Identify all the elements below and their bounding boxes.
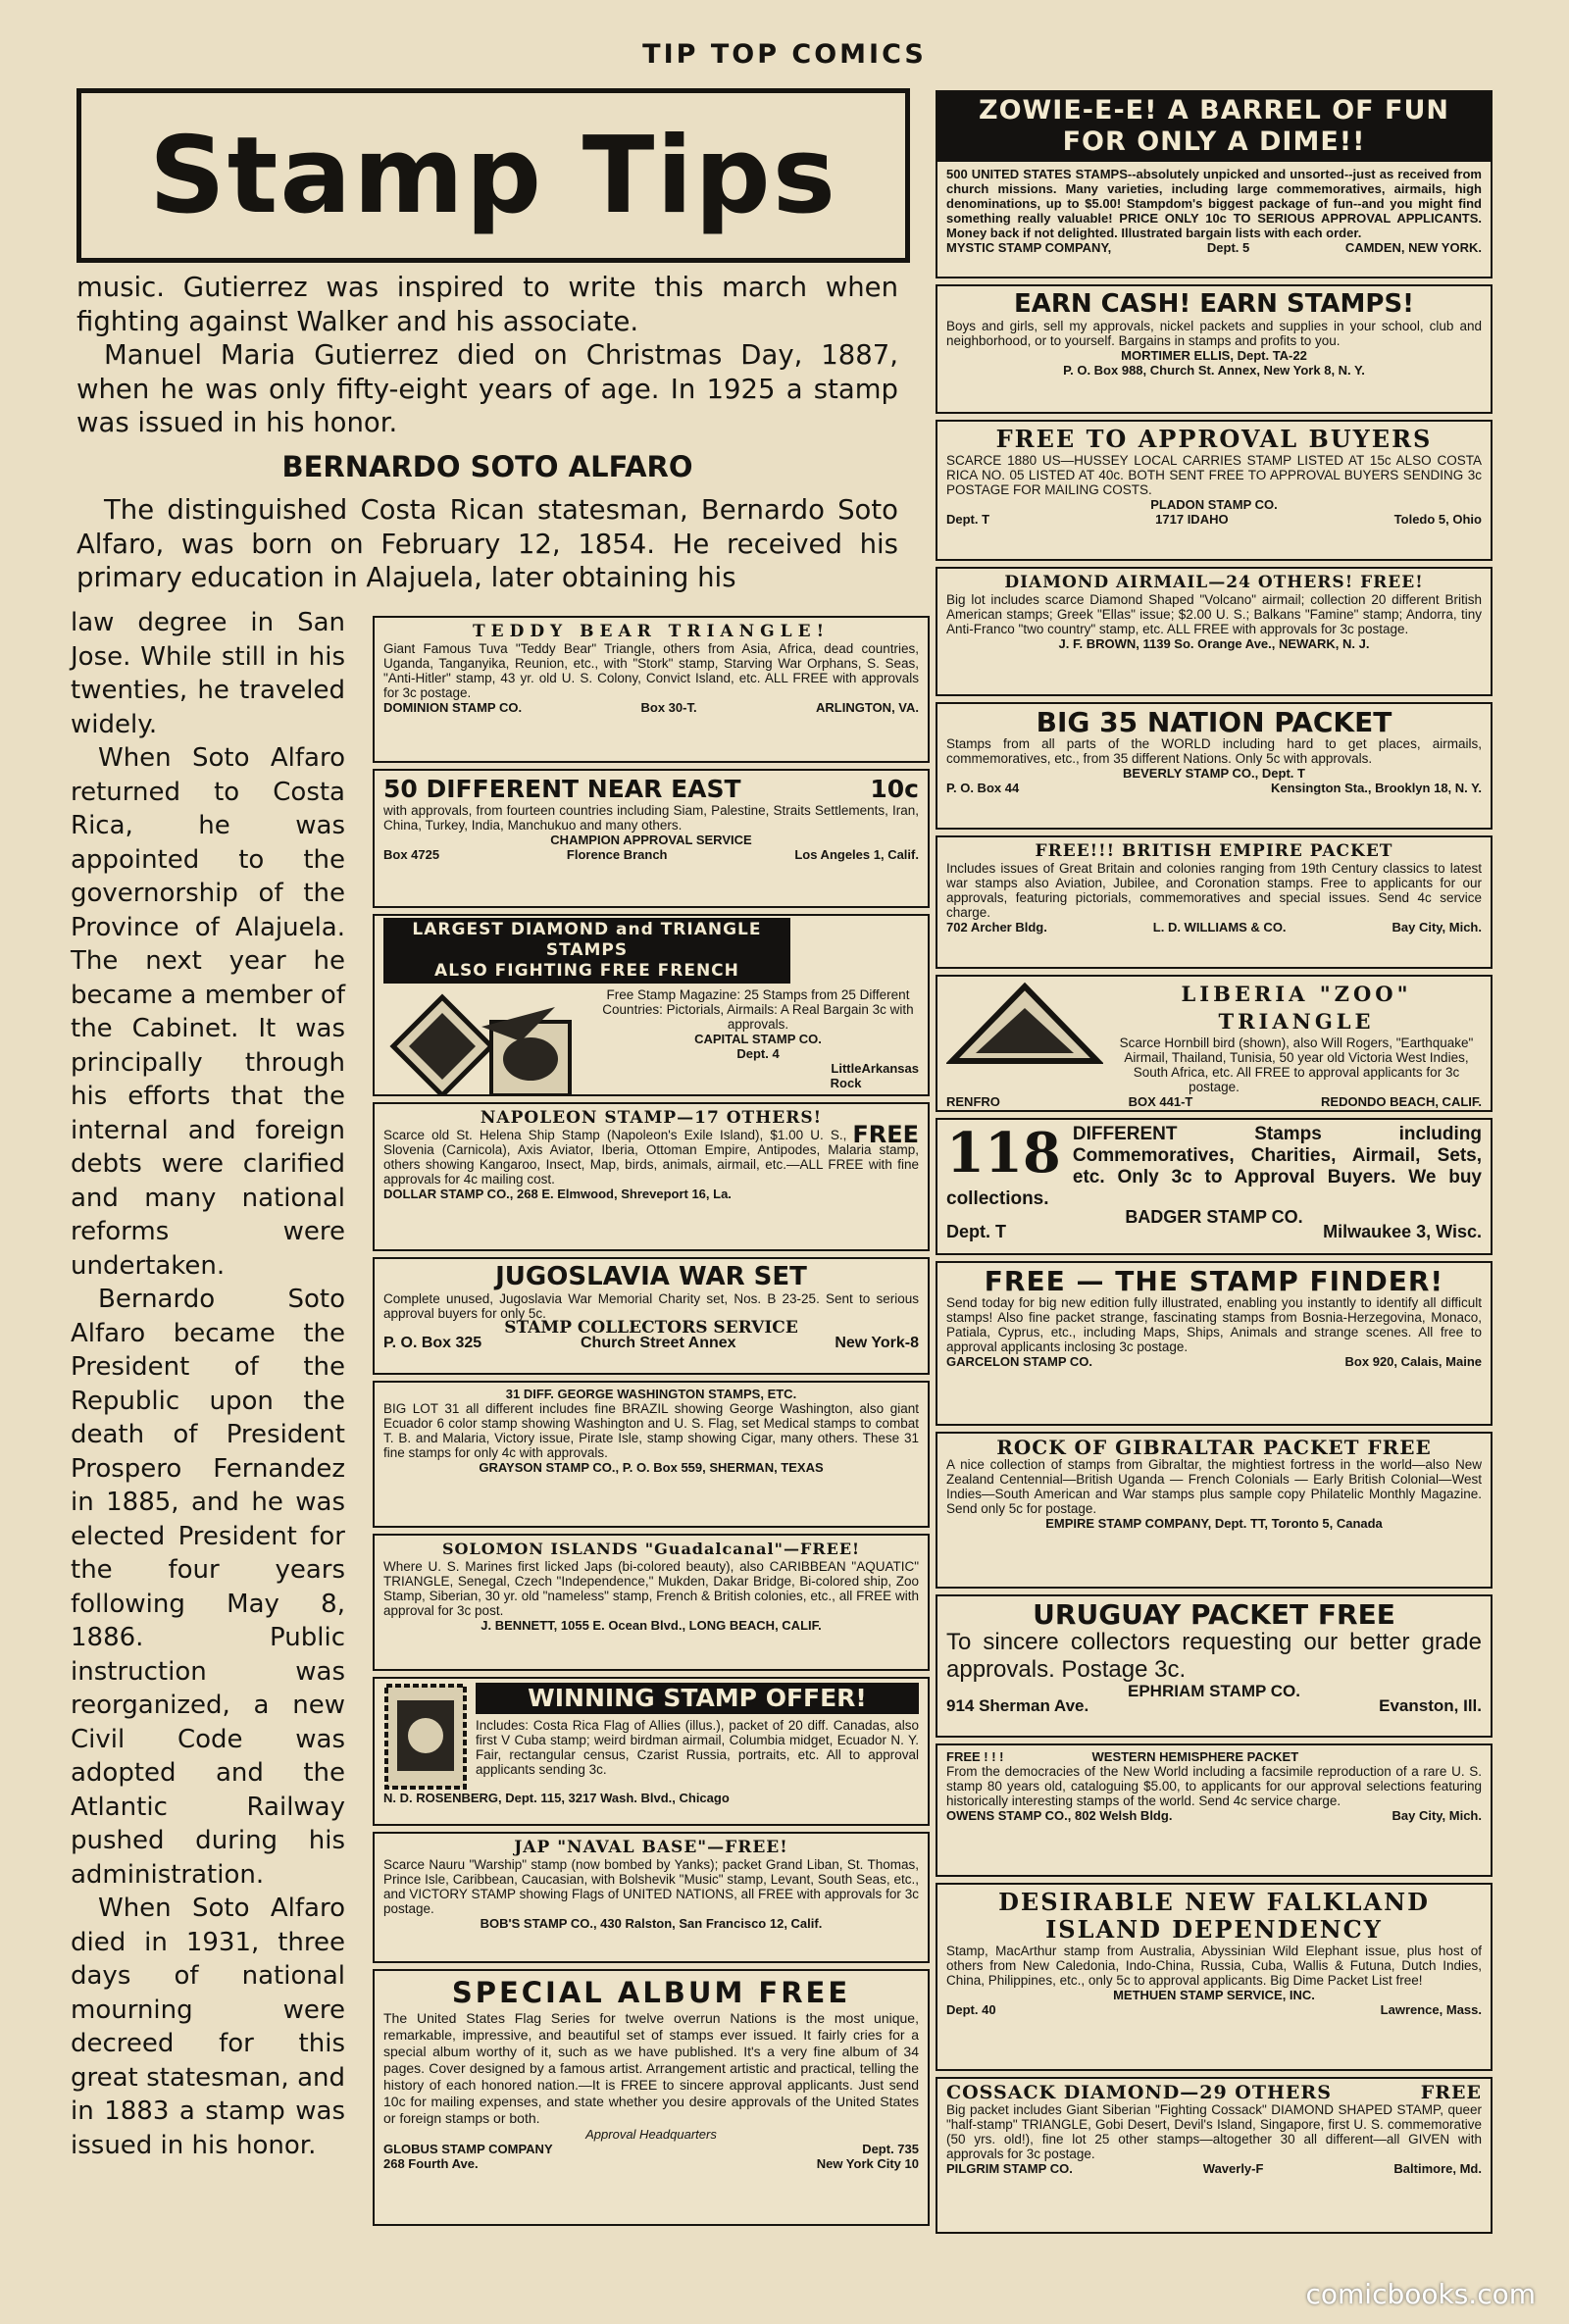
ad-footer: EMPIRE STAMP COMPANY, Dept. TT, Toronto 5, Canada [1045,1516,1383,1531]
ad-title: ISLAND DEPENDENCY [1045,1915,1383,1944]
ad-company: PLADON STAMP CO. [1150,497,1278,512]
ad-footer-text: RENFRO [946,1094,1000,1109]
ad-company: BADGER STAMP CO. [1125,1207,1303,1227]
ad-footer-text: REDONDO BEACH, CALIF. [1321,1094,1482,1109]
ad-title [946,2083,1482,2102]
ad-footer-text: P. O. Box 325 [383,1335,482,1351]
ad-footer-text: New York City 10 [816,2156,919,2171]
ad-free-approval-buyers [936,420,1493,561]
page-title: Stamp Tips [148,114,837,237]
ad-title-text: COSSACK DIAMOND—29 OTHERS [946,2082,1332,2103]
ad-title: SOLOMON ISLANDS "Guadalcanal"—FREE! [441,1540,861,1558]
ad-body: Big lot includes scarce Diamond Shaped "Volcano" airmail; collection 20 different British American stamps; Greek "Ellas" issue; $2.00 U. S.; Balkans "Famine" stamp; Andorra, tiny Anti-Franco "two country" stamp, etc. ALL FREE with approvals for 3c postage. [946,592,1482,636]
ad-footer-text: Box 4725 [383,847,440,862]
ad-body: A nice collection of stamps from Gibraltar, the mightiest fortress in the world—also New Zealand Centennial—British Uganda — French Colonials — Early British Colonial—West Indies—South American and War stamps plus sample copy Philatelic Monthly Magazine. Send only 5c for postage. [946,1457,1482,1516]
ad-footer [946,1222,1482,1241]
article-paragraph: When Soto Alfaro returned to Costa Rica, he was appointed to the governorship of the Province of Alajuela. The next year he became a member of the Cabinet. It was principally through his efforts that the internal and foreign debts were clarified and many national reforms were undertaken. [71,743,345,1281]
ad-company: EPHRIAM STAMP CO. [1128,1682,1300,1700]
ad-body: Includes: Costa Rica Flag of Allies (illus.), packet of 20 diff. Canadas, also first V Cuba stamp; weird birdman airmail, Columbia midget, Ecuador N. Y. Fair, rectangular census, Czarist Russia, portraits, etc. All to approval applicants sending 3c. [476,1718,919,1777]
ad-price: 10c [870,775,919,803]
ad-footer-text: Toledo 5, Ohio [1393,512,1482,527]
ad-diamond-triangle [373,914,930,1096]
ad-footer-text: Bay City, Mich. [1392,1808,1482,1823]
ad-british-empire [936,835,1493,969]
ad-western-hemisphere [936,1743,1493,1877]
ad-body: Scarce Nauru "Warship" stamp (now bombed by Yanks); packet Grand Liban, St. Thomas, Prince Isle, Caribbean, Caucasian, with Bolshevik "Music" stamp, Levant, South Seas, etc., and VICTORY STAMP showing Flags of UNITED NATIONS, all FREE with approvals for 3c postage. [383,1857,919,1916]
ad-title-row [383,775,919,803]
ad-body: Where U. S. Marines first licked Japs (bi-colored beauty), also CARIBBEAN "AQUATIC" TRIANGLE, Senegal, Czech "Independence," Mukden, Dakar Bridge, Bi-colored ship, Zoo Stamp, Siberian, 30 yr. old "nameless" stamp, French & British colonies, etc., all FREE with approval for 3c post. [383,1559,919,1618]
ad-footer-text: Milwaukee 3, Wisc. [1323,1222,1482,1241]
ad-footer [383,2142,919,2156]
ad-footer: N. D. ROSENBERG, Dept. 115, 3217 Wash. Blvd., Chicago [383,1791,730,1805]
ad-dept: Dept. 4 [736,1046,780,1061]
ad-washington [373,1381,930,1528]
ad-title: FREE TO APPROVAL BUYERS [995,425,1433,453]
ad-liberia [936,975,1493,1112]
ad-footer [383,1336,919,1350]
ad-free-label: FREE [1420,2082,1482,2103]
ad-banner [937,92,1491,162]
ad-footer-text: New York-8 [835,1335,919,1351]
ad-footer-text: Dept. 735 [862,2142,919,2156]
ad-company: BEVERLY STAMP CO., Dept. T [1123,766,1305,781]
ad-footer-text: 914 Sherman Ave. [946,1696,1089,1715]
ad-body: SCARCE 1880 US—HUSSEY LOCAL CARRIES STAMP LISTED AT 15c ALSO COSTA RICA NO. 05 LISTED AT 40c. BOTH SENT FREE TO APPROVAL BUYERS SENDING 3c POSTAGE FOR MAILING COSTS. [946,453,1482,497]
ad-footer-text: Arkansas [861,1061,919,1076]
ad-earn-cash [936,284,1493,414]
watermark: comicbooks.com [1305,2278,1536,2310]
ad-footer-text: Church Street Annex [580,1335,736,1351]
ad-footer: GRAYSON STAMP CO., P. O. Box 559, SHERMAN, TEXAS [479,1460,824,1475]
ad-body: BIG LOT 31 all different includes fine BRAZIL showing George Washington, also giant Ecuador 6 color stamp showing Washington and U. S. Flag, set Medical stamps to combat T. B. and Malaria, Victory issue, Pirate Isle, stamp showing Cigar, many others. These 31 fine stamps for only 4c with approvals. [383,1401,919,1460]
ad-footer [946,1354,1482,1369]
ad-footer-text: Box 920, Calais, Maine [1344,1354,1482,1369]
ad-title: FREE ! ! ! [946,1749,1004,1764]
ad-footer-text: ARLINGTON, VA. [816,700,919,715]
article-paragraph: law degree in San Jose. While still in his twenties, he traveled widely. [71,608,345,739]
ad-badger [936,1118,1493,1255]
ad-footer [946,920,1482,935]
ad-footer-text: DOMINION STAMP CO. [383,700,523,715]
ad-title-row [946,1749,1482,1764]
ad-footer [597,1061,919,1090]
ad-title: NAPOLEON STAMP—17 OTHERS! [480,1108,823,1128]
ad-footer-text: 702 Archer Bldg. [946,920,1047,935]
ad-footer-text: Florence Branch [566,847,668,862]
ad-footer-text: CAMDEN, NEW YORK. [1344,240,1482,255]
ad-footer-text: Dept. T [946,1222,1006,1241]
ad-footer-text: Dept. 40 [946,2002,996,2017]
ad-body: Giant Famous Tuva "Teddy Bear" Triangle, others from Asia, Africa, dead countries, Uganda, Tanganyika, Reunion, etc., with "Stork" stamp, Starving War Orphans, S. Seas, "Anti-Hitler" stamp, 43 yr. old U. S. Colony, Convict Island, etc. ALL FREE with approvals for 3c postage. [383,641,919,700]
ad-title: JUGOSLAVIA WAR SET [495,1262,807,1291]
ad-footer-text: Evanston, Ill. [1379,1696,1482,1715]
article-paragraph: Bernardo Soto Alfaro became the President of the Republic upon the death of President Prospero Fernandez in 1885, and he was elected President for the four years following May 8, 1886. Public instruction was reorganized, a new Civil Code was adopted and the Atlantic Railway pushed during his administration. [71,1285,345,1890]
ad-company: METHUEN STAMP SERVICE, INC. [1113,1988,1315,2002]
ad-company: CAPITAL STAMP CO. [694,1032,822,1046]
ad-footer-text: L. D. WILLIAMS & CO. [1152,920,1287,935]
ad-footer-text: Dept. 5 [1206,240,1250,255]
ad-hq: Approval Headquarters [585,2127,717,2142]
ad-title: FREE — THE STAMP FINDER! [984,1265,1444,1297]
article-subhead: BERNARDO SOTO ALFARO [281,449,693,483]
ad-footer-text: 268 Fourth Ave. [383,2156,479,2171]
ad-footer-text: Little Rock [830,1061,862,1090]
ad-number: 118 [946,1121,1061,1186]
ad-title: EARN CASH! EARN STAMPS! [1013,289,1415,319]
ad-winning [373,1677,930,1826]
ad-footer [383,847,919,862]
ad-footer-text: Baltimore, Md. [1393,2161,1482,2176]
ad-body: 500 UNITED STATES STAMPS--absolutely unpicked and unsorted--just as received from church missions. Many varieties, including large commemoratives, airmails, high denominations, up to $5.00! Stampdom's biggest package of fun--and you might find something really valuable! PRICE ONLY 10c TO SERIOUS APPROVAL APPLICANTS. Money back if not delighted. Illustrated bargain lists with each order. [946,167,1482,240]
ad-body: with approvals, from fourteen countries including Siam, Palestine, Straits Settlements, Iran, China, Turkey, India, Manchukuo and many others. [383,803,919,833]
ad-footer: BOB'S STAMP CO., 430 Ralston, San Francisco 12, Calif. [480,1916,823,1931]
ad-footer [946,1808,1482,1823]
ad-footer-text: Waverly-F [1202,2161,1264,2176]
title-box [76,88,910,263]
ad-footer-text: BOX 441-T [1128,1094,1193,1109]
ad-banner: WINNING STAMP OFFER! [476,1683,919,1714]
article-paragraph: The distinguished Costa Rican statesman, Bernardo Soto Alfaro, was born on February 12, 1854. He received his primary education in Alajuela, later obtaining his [76,494,898,593]
flag-stamp-illustration [383,1683,468,1791]
ad-footer-text: Dept. T [946,512,990,527]
ad-footer [946,512,1482,527]
article-paragraph: When Soto Alfaro died in 1931, three days of national mourning were decreed for this great statesman, and in 1883 a stamp was issued in his honor. [71,1894,345,2160]
ad-banner-line: FOR ONLY A DIME!! [1062,126,1366,157]
ad-footer-text: PILGRIM STAMP CO. [946,2161,1073,2176]
ad-footer: J. BENNETT, 1055 E. Ocean Blvd., LONG BEACH, CALIF. [481,1618,822,1633]
ad-title: BIG 35 NATION PACKET [1036,706,1392,738]
ad-jugoslavia [373,1257,930,1375]
ad-footer [946,781,1482,795]
ad-company: CHAMPION APPROVAL SERVICE [550,833,752,847]
ad-footer [946,240,1482,255]
article-column [71,606,345,2162]
ad-footer-text: P. O. Box 44 [946,781,1020,795]
ad-footer-text: 1717 IDAHO [1155,512,1229,527]
ad-body: Scarce old St. Helena Ship Stamp (Napoleon's Exile Island), $1.00 U. S., Slovenia (Carnicola), Axis Aviator, Iberia, Ottoman Empire, Antipodes, Malaria stamp, others showing Kangaroo, Insect, Map, birds, animals, airmail, etc.—ALL FREE with fine approvals for 4c mailing cost. [383,1128,919,1187]
ad-body: Includes issues of Great Britain and colonies ranging from 19th Century classics to latest war stamps also Aviation, Jubilee, and Coronation stamps. Free to applicants for our approvals, featuring pictorials, commemoratives and special issues. Send 4c service charge. [946,861,1482,920]
ad-footer: J. F. BROWN, 1139 So. Orange Ave., NEWARK, N. J. [1058,636,1370,651]
ad-body: Complete unused, Jugoslavia War Memorial Charity set, Nos. B 23-25. Sent to serious approval buyers for only 5c. [383,1291,919,1321]
ad-title: FREE!!! BRITISH EMPIRE PACKET [1035,841,1393,861]
ad-body: Free Stamp Magazine: 25 Stamps from 25 Different Countries: Pictorials, Airmails: A Real Bargain 3c with approvals. [602,987,914,1032]
ad-footer [946,1698,1482,1713]
ad-gibraltar [936,1432,1493,1589]
ad-napoleon [373,1102,930,1251]
article-paragraph: Manuel Maria Gutierrez died on Christmas Day, 1887, when he was only fifty-eight years of age. In 1925 a stamp was issued in his honor. [76,339,898,438]
ad-stamp-finder [936,1261,1493,1426]
ad-body: DIFFERENT Stamps including Commemoratives, Charities, Airmail, Sets, etc. Only 3c to Approval Buyers. We buy collections. [946,1124,1482,1209]
ad-near-east [373,769,930,908]
ad-title: SPECIAL ALBUM FREE [451,1976,851,2009]
ad-body: Stamp, MacArthur stamp from Australia, Abyssinian Wild Elephant issue, plus host of others from New Caledonia, Indo-China, Russia, Cuba, Wallis & Futuna, Dutch Indies, China, Philippines, etc., only 5c to approval applicants. Big Dime Packet List free! [946,1944,1482,1988]
ad-zowie [936,90,1493,278]
ad-footer-text: GARCELON STAMP CO. [946,1354,1093,1369]
triangle-stamp-illustration [946,981,1103,1067]
ad-jap-naval-base [373,1832,930,1963]
ad-footer [383,2156,919,2171]
ad-footer-text: OWENS STAMP CO., 802 Welsh Bldg. [946,1808,1173,1823]
ad-banner-line: ZOWIE-E-E! A BARREL OF FUN [979,95,1449,126]
ad-uruguay [936,1594,1493,1738]
ad-footer-text: GLOBUS STAMP COMPANY [383,2142,553,2156]
ad-falkland [936,1883,1493,2071]
ad-banner-line: ALSO FIGHTING FREE FRENCH [434,961,739,981]
ad-footer: P. O. Box 988, Church St. Annex, New York 8, N. Y. [1063,363,1365,378]
ad-footer-text: Los Angeles 1, Calif. [794,847,919,862]
ad-title: WESTERN HEMISPHERE PACKET [1091,1749,1299,1764]
ad-company: STAMP COLLECTORS SERVICE [504,1318,798,1338]
ad-footer-text: Box 30-T. [640,700,697,715]
ad-banner-line: LARGEST DIAMOND and TRIANGLE STAMPS [412,920,762,960]
ad-body: Stamps from all parts of the WORLD including hard to get places, airmails, commemoratives, etc., from 35 different Nations. Only 5c with approvals. [946,736,1482,766]
ad-body: The United States Flag Series for twelve overrun Nations is the most unique, remarkable, impressive, and beautiful set of stamps ever issued. It fairly cries for a special album worthy of it, such as we have published. It's a very fine album of 34 pages. Cover designed by a famous artist. Arrangement artistic and practical, telling the history of each honored nation.—It is FREE to sincere approval applicants. Just send 10c for mailing expenses, and state whether you desire approvals of the United States or foreign stamps or both. [383,2010,919,2126]
ad-body: From the democracies of the New World including a facsimile reproduction of a rare U. S. stamp 80 years old, cataloguing $5.00, to applicants for our approval selections featuring historically interesting stamps of the world. Send 4c service charge. [946,1764,1482,1808]
masthead: TIP TOP COMICS [642,39,927,70]
ad-footer-text: Lawrence, Mass. [1380,2002,1482,2017]
ad-footer-text: Kensington Sta., Brooklyn 18, N. Y. [1270,781,1482,795]
article-paragraph: music. Gutierrez was inspired to write this march when fighting against Walker and his associate. [76,272,898,337]
ad-solomon [373,1534,930,1671]
ad-special-album [373,1969,930,2226]
ad-footer [946,2002,1482,2017]
ad-cossack [936,2077,1493,2234]
ad-footer [383,700,919,715]
ad-footer-text: Bay City, Mich. [1392,920,1482,935]
ad-footer [946,2161,1482,2176]
ad-title: 31 DIFF. GEORGE WASHINGTON STAMPS, ETC. [505,1387,797,1401]
ad-free-label: FREE [852,1121,919,1148]
ad-body: To sincere collectors requesting our better grade approvals. Postage 3c. [946,1629,1482,1683]
ad-body: Send today for big new edition fully illustrated, enabling you instantly to identify all difficult stamps! Also fine packet strange, fascinating stamps from Bosnia-Herzegovina, Monaco, Patiala, Cyprus, etc., including Maps, Ships, Animals and strange scenes. All free to approval applicants inclosing 3c postage. [946,1295,1482,1354]
ad-title: JAP "NAVAL BASE"—FREE! [514,1838,788,1857]
ad-35-nation [936,702,1493,830]
ad-title: DESIRABLE NEW FALKLAND [998,1888,1430,1916]
ad-title: LIBERIA "ZOO" TRIANGLE [1181,982,1412,1034]
ad-diamond-airmail [936,567,1493,696]
ad-body: Big packet includes Giant Siberian "Fighting Cossack" DIAMOND SHAPED STAMP, queer "half-stamp" TRIANGLE, Gobi Desert, Devil's Island, Singapore, first U. S. commemorative (50 yrs. old!), fine lot 25 other stamps—altogether 30 all different—all GIVEN with approvals for 3c postage. [946,2102,1482,2161]
ad-banner [383,918,790,984]
ad-body: Boys and girls, sell my approvals, nickel packets and supplies in your school, club and neighborhood, or to yourself. Bargains in stamps and profits to you. [946,319,1482,348]
ad-footer-text: MYSTIC STAMP COMPANY, [946,240,1112,255]
ad-title: DIAMOND AIRMAIL—24 OTHERS! FREE! [1004,573,1424,592]
diamond-stamp-illustration [383,987,589,1096]
ad-title: URUGUAY PACKET FREE [1033,1598,1395,1631]
ad-title: TEDDY BEAR TRIANGLE! [472,622,831,641]
ad-footer: DOLLAR STAMP CO., 268 E. Elmwood, Shreveport 16, La. [383,1187,732,1201]
ad-body: Scarce Hornbill bird (shown), also Will Rogers, "Earthquake" Airmail, Thailand, Tunisia, 50 year old Victoria West Indies, South Africa, etc. All FREE to approval applicants for 3c postage. [1119,1036,1474,1094]
ad-teddy-bear [373,616,930,763]
ad-title: ROCK OF GIBRALTAR PACKET FREE [996,1436,1432,1459]
ad-title: 50 DIFFERENT NEAR EAST [383,775,741,803]
ad-name: MORTIMER ELLIS, Dept. TA-22 [1121,348,1307,363]
ad-footer [946,1094,1482,1109]
article-top [76,271,898,595]
